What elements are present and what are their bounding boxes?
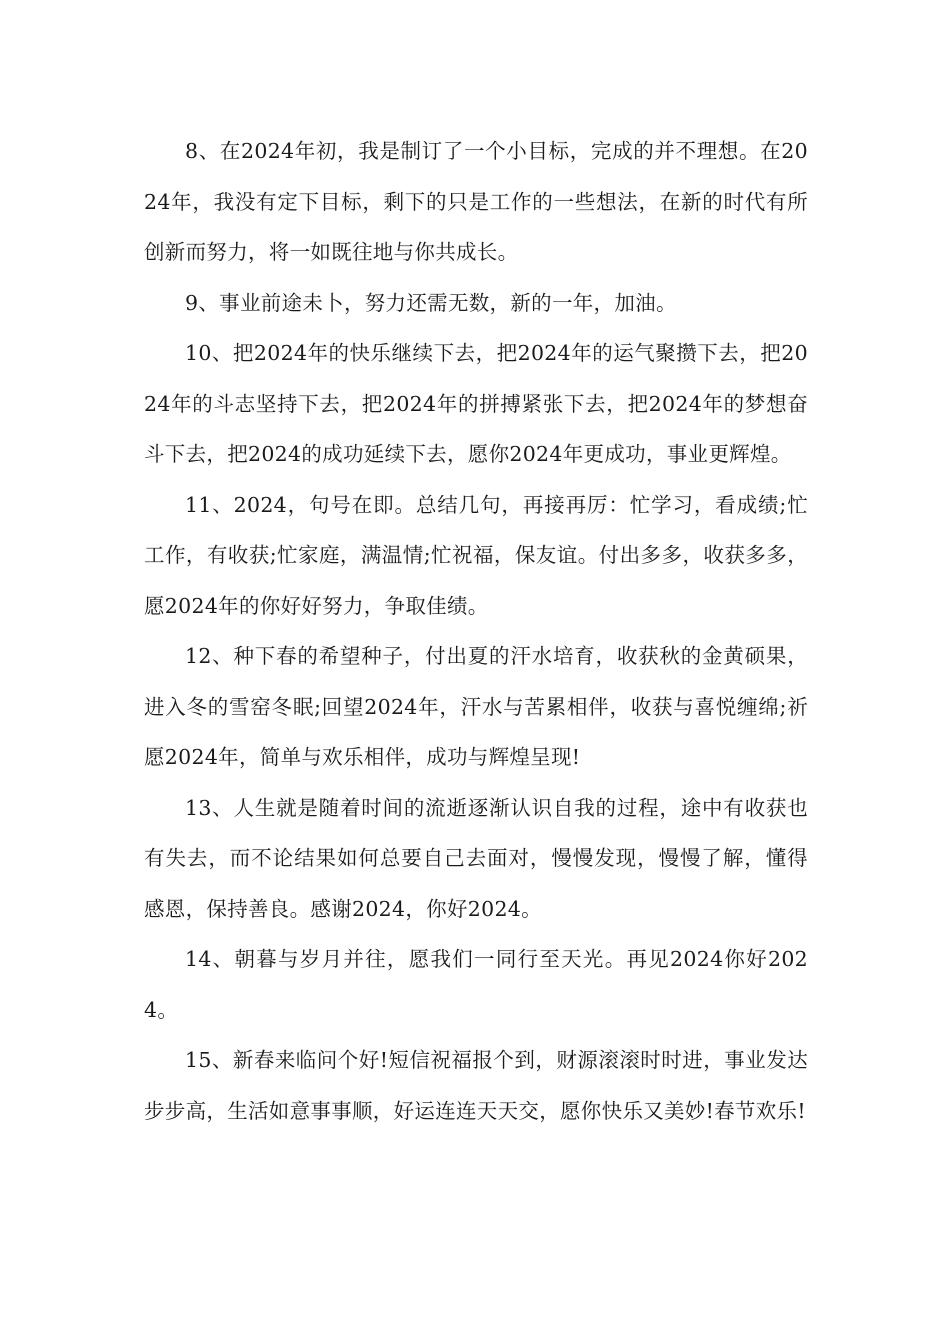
- paragraph-11: 11、2024，句号在即。总结几句，再接再厉：忙学习，看成绩;忙工作，有收获;忙家庭，满温情;忙祝福，保友谊。付出多多，收获多多，愿2024年的你好好努力，争取佳绩。: [144, 492, 808, 618]
- document-body: [144, 126, 808, 1136]
- paragraph-14: 14、朝暮与岁月并往，愿我们一同行至天光。再见2024你好2024。: [144, 947, 808, 1022]
- paragraph-10: 10、把2024年的快乐继续下去，把2024年的运气聚攒下去，把2024年的斗志坚持下去，把2024年的拼搏紧张下去，把2024年的梦想奋斗下去，把2024的成功延续下去，愿你2024年更成功，事业更辉煌。: [144, 341, 808, 466]
- paragraph-15: 15、新春来临问个好!短信祝福报个到，财源滚滚时时进，事业发达步步高，生活如意事事顺，好运连连天天交，愿你快乐又美妙!春节欢乐!: [144, 1048, 808, 1123]
- paragraph-8: 8、在2024年初，我是制订了一个小目标，完成的并不理想。在2024年，我没有定下目标，剩下的只是工作的一些想法，在新的时代有所创新而努力，将一如既往地与你共成长。: [144, 139, 808, 264]
- paragraph-13: 13、人生就是随着时间的流逝逐渐认识自我的过程，途中有收获也有失去，而不论结果如何总要自己去面对，慢慢发现，慢慢了解，懂得感恩，保持善良。感谢2024，你好2024。: [144, 795, 808, 921]
- paragraph-9: 9、事业前途未卜，努力还需无数，新的一年，加油。: [185, 290, 677, 315]
- paragraph-12: 12、种下春的希望种子，付出夏的汗水培育，收获秋的金黄硕果，进入冬的雪窑冬眠;回望2024年，汗水与苦累相伴，收获与喜悦缠绵;祈愿2024年，简单与欢乐相伴，成功与辉煌呈现!: [144, 644, 808, 769]
